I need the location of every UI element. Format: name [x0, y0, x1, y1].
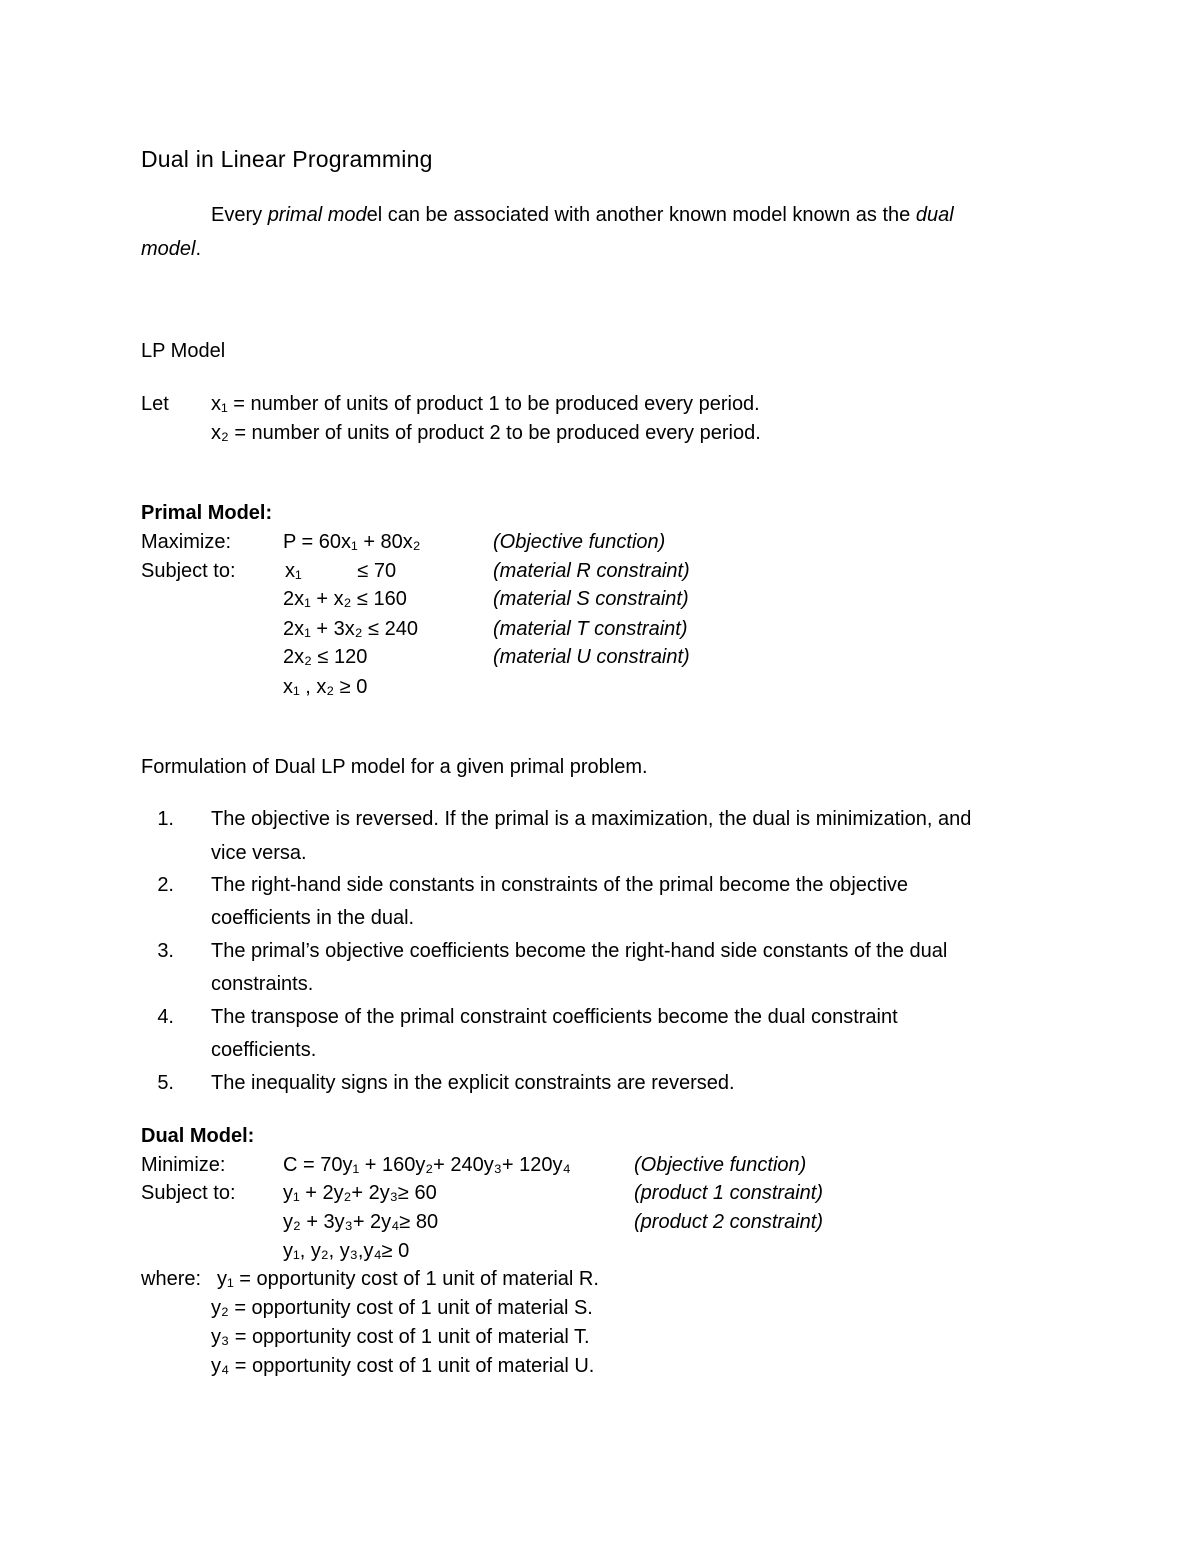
list-item-continuation: constraints.: [211, 973, 314, 995]
primal-constraint-1: x₁ ≤ 70: [285, 560, 397, 582]
dual-variable-definition-y1: y₁ = opportunity cost of 1 unit of material R.: [217, 1268, 599, 1290]
dual-objective-note: [634, 1153, 806, 1177]
primal-constraint-4-note: [493, 645, 690, 669]
list-item-text: The right-hand side constants in constraints of the primal become the objective: [211, 874, 909, 896]
list-item: [140, 1071, 735, 1095]
lp-model-heading: LP Model: [141, 340, 226, 362]
variable-definition-x2: x₂ = number of units of product 2 to be produced every period.: [211, 422, 761, 444]
intro-italic-primal: primal mod: [267, 204, 367, 226]
primal-constraint-3-note-text: (material T constraint): [493, 618, 688, 640]
list-item-text: The transpose of the primal constraint coefficients become the dual constraint: [211, 1006, 898, 1028]
list-item-text: The inequality signs in the explicit constraints are reversed.: [211, 1072, 735, 1094]
dual-variable-definition-y2: y₂ = opportunity cost of 1 unit of material S.: [211, 1297, 593, 1319]
where-label: where:: [141, 1268, 202, 1290]
list-item-number: 5.: [157, 1072, 174, 1094]
list-item-number: 4.: [157, 1006, 174, 1028]
dual-model-heading: Dual Model:: [141, 1125, 255, 1147]
intro-text-2: el can be associated with another known model known as the: [366, 204, 916, 226]
primal-constraint-1-note-text: (material R constraint): [493, 560, 690, 582]
formulation-heading: Formulation of Dual LP model for a given primal problem.: [141, 756, 648, 778]
list-item: [140, 939, 948, 963]
list-item-continuation: vice versa.: [211, 842, 307, 864]
primal-model-heading: Primal Model:: [141, 502, 273, 524]
primal-objective-note-text: (Objective function): [493, 531, 666, 553]
dual-nonnegativity: y₁, y₂, y₃,y₄≥ 0: [283, 1240, 410, 1262]
intro-italic-model: model: [141, 238, 196, 260]
dual-constraint-2: y₂ + 3y₃+ 2y₄≥ 80: [283, 1211, 439, 1233]
dual-constraint-1: y₁ + 2y₂+ 2y₃≥ 60: [283, 1182, 437, 1204]
list-item-text: The primal’s objective coefficients become the right-hand side constants of the dual: [211, 940, 948, 962]
dual-objective-note-text: (Objective function): [634, 1154, 807, 1176]
dual-subject-label: Subject to:: [141, 1182, 236, 1204]
list-item-number: 1.: [157, 808, 174, 830]
intro-text-1: Every: [211, 204, 268, 226]
list-item-text: The objective is reversed. If the primal is a maximization, the dual is minimization, and: [211, 808, 972, 830]
primal-nonnegativity: x₁ , x₂ ≥ 0: [283, 676, 368, 698]
primal-maximize-label: Maximize:: [141, 531, 232, 553]
dual-variable-definition-y3: y₃ = opportunity cost of 1 unit of material T.: [211, 1326, 590, 1348]
intro-line-1: [211, 203, 954, 227]
primal-subject-label: Subject to:: [141, 560, 236, 582]
page-title: Dual in Linear Programming: [141, 146, 433, 172]
intro-period: .: [195, 238, 202, 260]
dual-minimize-label: Minimize:: [141, 1154, 226, 1176]
dual-constraint-1-note-text: (product 1 constraint): [634, 1182, 823, 1204]
dual-constraint-1-note: [634, 1181, 823, 1205]
primal-constraint-3: 2x₁ + 3x₂ ≤ 240: [283, 618, 419, 640]
primal-constraint-2-note: [493, 587, 689, 611]
list-item: [140, 1005, 898, 1029]
list-item: [140, 873, 909, 897]
dual-objective: C = 70y₁ + 160y₂+ 240y₃+ 120y₄: [283, 1154, 571, 1176]
list-item: [140, 807, 972, 831]
primal-objective: P = 60x₁ + 80x₂: [283, 531, 421, 553]
primal-constraint-4: 2x₂ ≤ 120: [283, 646, 368, 668]
primal-constraint-2-note-text: (material S constraint): [493, 588, 689, 610]
dual-constraint-2-note: [634, 1210, 823, 1234]
primal-constraint-2: 2x₁ + x₂ ≤ 160: [283, 588, 407, 610]
dual-constraint-2-note-text: (product 2 constraint): [634, 1211, 823, 1233]
primal-constraint-1-note: [493, 559, 690, 583]
primal-constraint-4-note-text: (material U constraint): [493, 646, 690, 668]
intro-italic-dual: dual: [915, 204, 954, 226]
list-item-number: 2.: [157, 874, 174, 896]
dual-variable-definition-y4: y₄ = opportunity cost of 1 unit of material U.: [211, 1355, 595, 1377]
let-label: Let: [141, 393, 169, 415]
intro-line-2: [141, 237, 201, 261]
list-item-number: 3.: [157, 940, 174, 962]
primal-constraint-3-note: [493, 617, 688, 641]
variable-definition-x1: x₁ = number of units of product 1 to be produced every period.: [211, 393, 760, 415]
list-item-continuation: coefficients.: [211, 1039, 317, 1061]
primal-objective-note: [493, 530, 665, 554]
list-item-continuation: coefficients in the dual.: [211, 907, 415, 929]
